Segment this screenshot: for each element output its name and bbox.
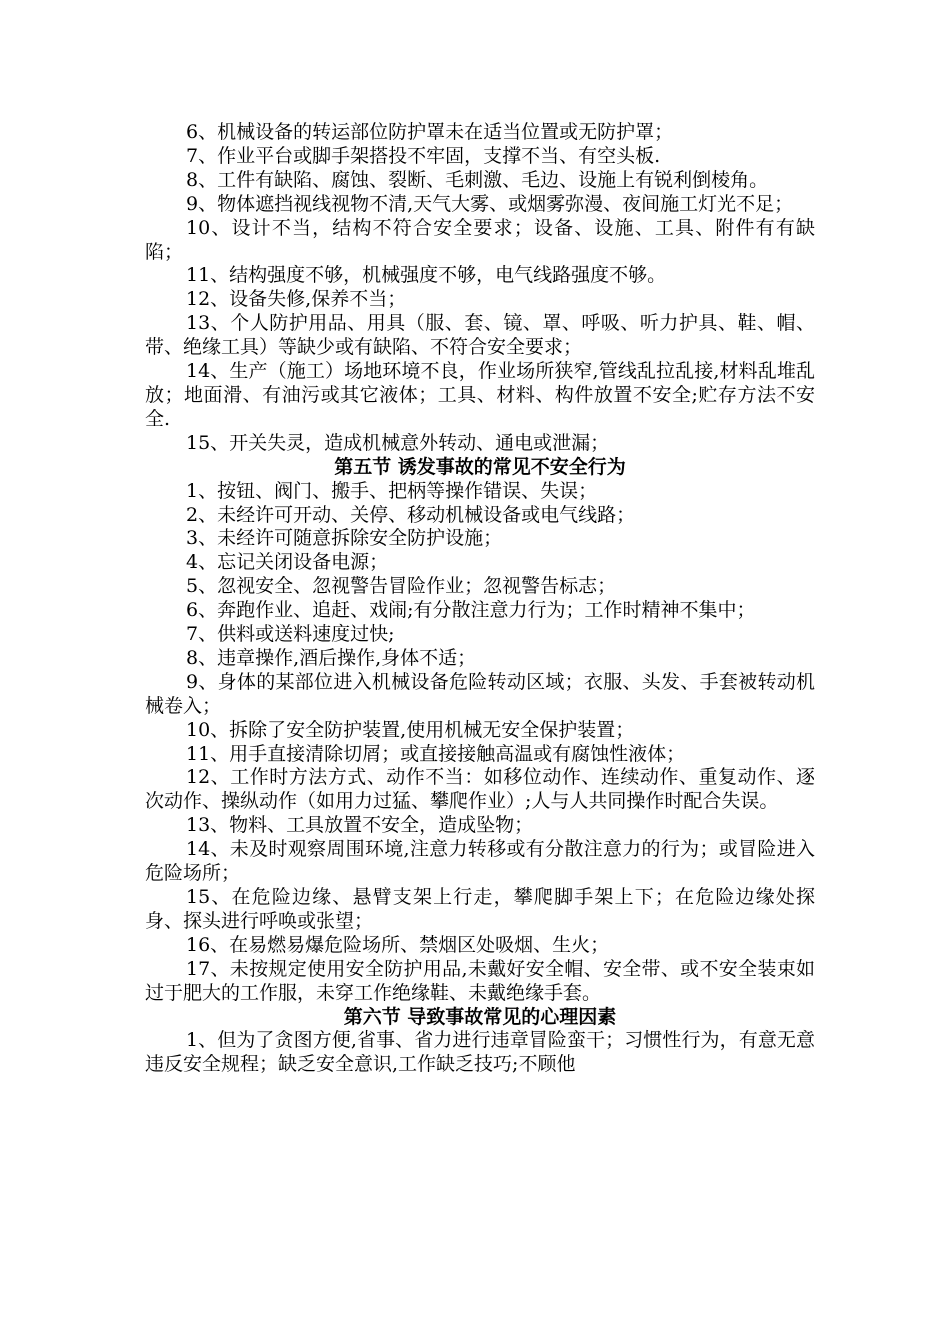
section-5-heading: 第五节 诱发事故的常见不安全行为: [334, 455, 626, 478]
list-item: 10、设计不当，结构不符合安全要求；设备、设施、工具、附件有有缺陷；: [145, 216, 815, 263]
list-item: 13、个人防护用品、用具（服、套、镜、罩、呼吸、听力护具、鞋、帽、带、绝缘工具）等缺少或有缺陷、不符合安全要求；: [145, 312, 815, 359]
list-item: 7、作业平台或脚手架搭投不牢固，支撑不当、有空头板.: [186, 144, 661, 167]
list-item: 15、开关失灵，造成机械意外转动、通电或泄漏；: [186, 431, 610, 454]
list-item: 14、生产（施工）场地环境不良，作业场所狭窄,管线乱拉乱接,材料乱堆乱放；地面滑、有油污或其它液体；工具、材料、构件放置不安全;贮存方法不安全.: [145, 360, 815, 430]
list-item: 17、未按规定使用安全防护用品,未戴好安全帽、安全带、或不安全装束如过于肥大的工作服，未穿工作绝缘鞋、未戴绝缘手套。: [145, 957, 815, 1004]
list-item: 9、物体遮挡视线视物不清,天气大雾、或烟雾弥漫、夜间施工灯光不足；: [186, 192, 794, 215]
list-item: 11、结构强度不够，机械强度不够，电气线路强度不够。: [186, 264, 667, 287]
list-item: 13、物料、工具放置不安全，造成坠物；: [186, 814, 534, 837]
list-item: 14、未及时观察周围环境,注意力转移或有分散注意力的行为；或冒险进入危险场所；: [145, 838, 815, 885]
list-item: 1、但为了贪图方便,省事、省力进行违章冒险蛮干；习惯性行为，有意无意违反安全规程；缺乏安全意识,工作缺乏技巧;不顾他: [145, 1029, 815, 1076]
list-item: 12、设备失修,保养不当；: [186, 288, 407, 311]
list-item: 2、未经许可开动、关停、移动机械设备或电气线路；: [186, 503, 636, 526]
list-item: 16、在易燃易爆危险场所、禁烟区处吸烟、生火；: [186, 933, 610, 956]
section-5-list: [145, 480, 815, 1006]
section-6-heading: 第六节 导致事故常见的心理因素: [343, 1005, 617, 1028]
list-item: 6、奔跑作业、追赶、戏闹;有分散注意力行为；工作时精神不集中；: [186, 599, 756, 622]
list-item: 15、在危险边缘、悬臂支架上行走，攀爬脚手架上下；在危险边缘处探身、探头进行呼唤或张望；: [145, 886, 815, 932]
list-item: 8、违章操作,酒后操作,身体不适；: [186, 646, 477, 669]
list-item: 11、用手直接清除切屑；或直接接触高温或有腐蚀性液体；: [186, 742, 686, 765]
list-item: 3、未经许可随意拆除安全防护设施；: [186, 527, 503, 550]
list-item: 1、按钮、阀门、搬手、把柄等操作错误、失误；: [186, 479, 598, 502]
section-6-list: [145, 1029, 815, 1077]
list-item: 9、身体的某部位进入机械设备危险转动区域；衣服、头发、手套被转动机械卷入；: [145, 670, 815, 717]
list-item: 6、机械设备的转运部位防护罩未在适当位置或无防护罩；: [186, 121, 674, 143]
document-page: [145, 121, 815, 1077]
list-item: 8、工件有缺陷、腐蚀、裂断、毛刺激、毛边、设施上有锐利倒棱角。: [186, 168, 769, 191]
list-item: 4、忘记关闭设备电源；: [186, 551, 389, 574]
list-item: 5、忽视安全、忽视警告冒险作业；忽视警告标志；: [186, 575, 617, 598]
list-item: 10、拆除了安全防护装置,使用机械无安全保护装置；: [186, 718, 635, 741]
list-item: 7、供料或送料速度过快;: [186, 623, 395, 646]
section-4-list: [145, 121, 815, 456]
list-item: 12、工作时方法方式、动作不当：如移位动作、连续动作、重复动作、逐次动作、操纵动作（如用力过猛、攀爬作业）;人与人共同操作时配合失误。: [145, 766, 815, 813]
